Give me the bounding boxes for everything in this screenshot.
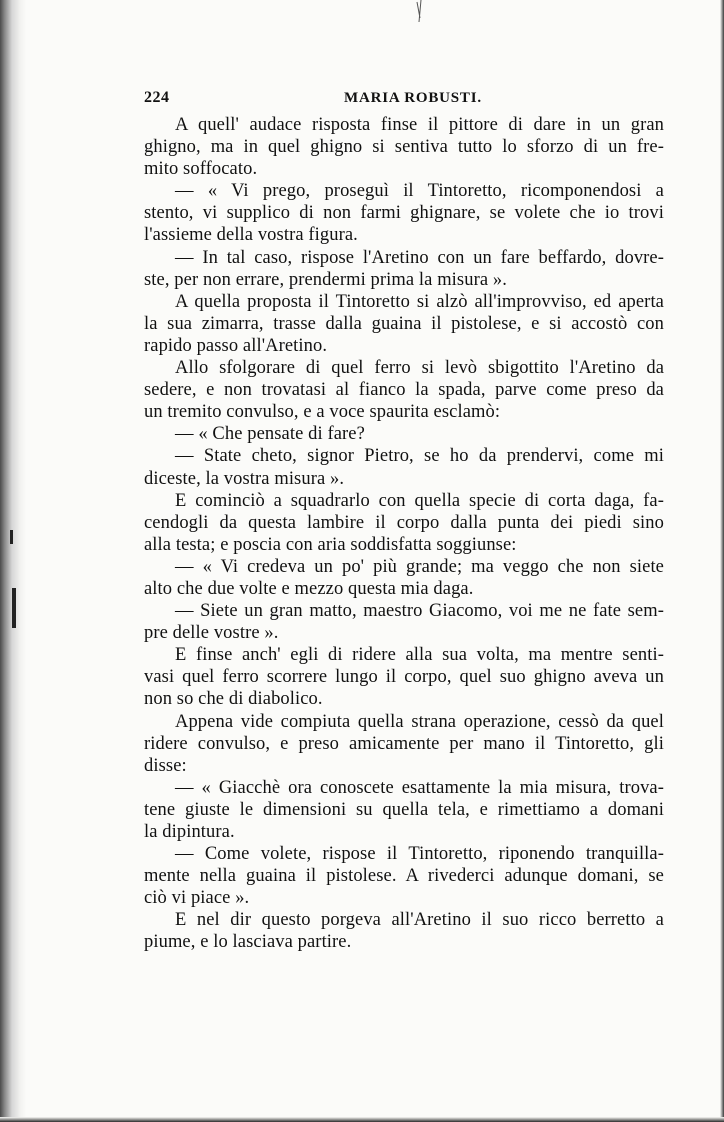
text-line: Appena vide compiuta quella strana operazione, cessò da quel — [175, 711, 664, 732]
text-line: diceste, la vostra misura ». — [144, 468, 345, 489]
text-line: — Come volete, rispose il Tintoretto, riponendo tranquilla- — [175, 844, 664, 865]
page-number: 224 — [144, 89, 170, 106]
text-line: ghigno, ma in quel ghigno si sentiva tutto lo sforzo di un fre- — [144, 137, 664, 158]
text-line: ridere convulso, e preso amicamente per mano il Tintoretto, gli — [144, 733, 664, 754]
text-line: pre delle vostre ». — [144, 623, 279, 644]
text-line: — « Vi prego, proseguì il Tintoretto, ricomponendosi a — [175, 181, 664, 202]
text-line: l'assieme della vostra figura. — [144, 225, 358, 246]
text-line: E cominciò a squadrarlo con quella specie di corta daga, fa- — [175, 490, 664, 511]
ink-mark — [405, 0, 435, 40]
page-edge-right — [720, 0, 724, 1122]
text-line: un tremito convulso, e a voce spaurita esclamò: — [144, 402, 501, 423]
text-line: stento, vi supplico di non farmi ghignare, se volete che io trovi — [144, 203, 664, 224]
page-header — [144, 89, 686, 111]
text-line: ciò vi piace ». — [144, 888, 250, 909]
body-text — [144, 114, 664, 954]
binding-shadow — [0, 0, 26, 1122]
text-line: vasi quel ferro scorrere lungo il corpo, quel suo ghigno aveva un — [144, 667, 664, 688]
text-line: mente nella guaina il pistolese. A rivederci adunque domani, se — [144, 866, 664, 887]
text-line: E nel dir questo porgeva all'Aretino il suo ricco berretto a — [175, 910, 664, 931]
text-line: alla testa; e poscia con aria soddisfatta soggiunse: — [144, 534, 517, 555]
text-line: — State cheto, signor Pietro, se ho da prendervi, come mi — [175, 446, 664, 467]
text-line: alto che due volte e mezzo questa mia daga. — [144, 578, 474, 599]
margin-mark — [10, 530, 13, 544]
text-line: — Siete un gran matto, maestro Giacomo, voi me ne fate sem- — [175, 601, 664, 622]
text-line: — « Vi credeva un po' più grande; ma veggo che non siete — [175, 556, 664, 577]
text-line: rapido passo all'Aretino. — [144, 335, 328, 356]
text-line: E finse anch' egli di ridere alla sua volta, ma mentre senti- — [175, 645, 664, 666]
margin-mark — [12, 588, 16, 628]
text-line: tene giuste le dimensioni su quella tela, e rimettiamo a domani — [144, 799, 664, 820]
text-line: mito soffocato. — [144, 159, 258, 180]
text-line: ste, per non errare, prendermi prima la misura ». — [144, 269, 507, 290]
text-line: Allo sfolgorare di quel ferro si levò sbigottito l'Aretino da — [175, 358, 664, 379]
text-line: non so che di diabolico. — [144, 689, 323, 710]
text-line: — « Giacchè ora conoscete esattamente la mia misura, trova- — [175, 777, 664, 798]
running-head: MARIA ROBUSTI. — [344, 90, 482, 106]
text-line: cendogli da questa lambire il corpo dalla punta dei piedi sino — [144, 512, 664, 533]
text-line: piume, e lo lasciava partire. — [144, 932, 352, 953]
text-line: la sua zimarra, trasse dalla guaina il pistolese, e si accostò con — [144, 313, 664, 334]
text-line: — In tal caso, rispose l'Aretino con un fare beffardo, dovre- — [175, 247, 664, 268]
text-line: la dipintura. — [144, 822, 235, 842]
page-edge-bottom — [0, 1117, 724, 1122]
text-line: A quella proposta il Tintoretto si alzò all'improvviso, ed aperta — [175, 291, 664, 312]
text-line: — « Che pensate di fare? — [175, 424, 365, 445]
text-line: A quell' audace risposta finse il pittore di dare in un gran — [175, 115, 664, 135]
text-line: sedere, e non trovatasi al fianco la spada, parve come preso da — [144, 380, 664, 401]
text-line: disse: — [144, 755, 187, 776]
